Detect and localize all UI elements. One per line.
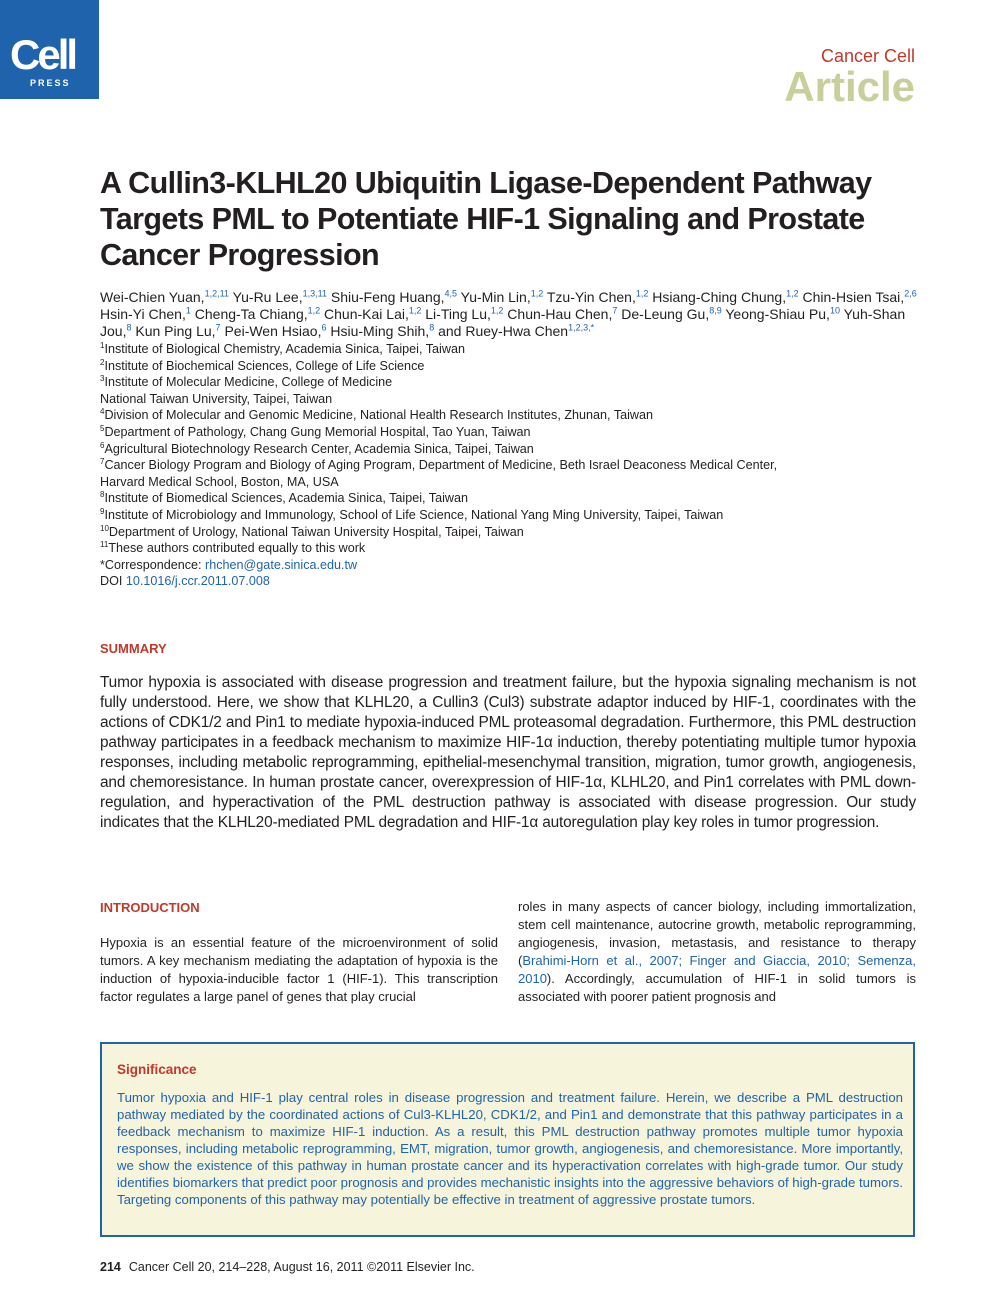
author-affiliation-marker: 8,9 [709, 305, 722, 316]
author-name: Hsiu-Ming Shih, [330, 323, 430, 339]
author [331, 289, 457, 305]
significance-box [100, 1042, 915, 1237]
cell-press-logo [0, 0, 99, 99]
affiliation-line [100, 341, 930, 358]
affiliation-text: Institute of Molecular Medicine, College of Medicine [104, 375, 393, 390]
author-name: Hsin-Yi Chen, [100, 306, 186, 322]
author-name: Yu-Ru Lee, [232, 289, 303, 305]
author [324, 306, 421, 322]
author [100, 289, 229, 305]
affiliation-line [100, 391, 930, 408]
affiliation-number: 11 [100, 539, 109, 549]
affiliation-text: Institute of Microbiology and Immunology, School of Life Science, National Yang Ming University, Taipei, Taiwan [104, 507, 724, 522]
affiliation-text: Department of Urology, National Taiwan University Hospital, Taipei, Taiwan [108, 524, 524, 539]
author-affiliation-marker: 8 [429, 322, 435, 333]
affiliation-line [100, 507, 930, 524]
affiliation-text: These authors contributed equally to this work [108, 541, 366, 556]
author-name: Chun-Kai Lai, [324, 306, 409, 322]
logo-press-text: PRESS [30, 78, 71, 88]
author-affiliation-marker: 6 [321, 322, 327, 333]
author [233, 289, 327, 305]
author-name: Kun Ping Lu, [135, 323, 216, 339]
author [461, 289, 544, 305]
affiliation-number: 2 [100, 357, 105, 367]
page-footer [100, 1259, 475, 1275]
affiliation-number: 10 [100, 523, 109, 533]
author [547, 289, 648, 305]
summary-text: Tumor hypoxia is associated with disease progression and treatment failure, but the hypoxia signaling mechanism is not fully understood. Here, we show that KLHL20, a Cullin3 (Cul3) substrate adaptor induced by HIF-1, coordinates with the actions of CDK1/2 and Pin1 to mediate hypoxia-induced PML proteasomal degradation. Furthermore, this PML destruction pathway participates in a feedback mechanism to maximize HIF-1α induction, thereby potentiating multiple tumor hypoxia responses, including metabolic reprogramming, epithelial-mesenchymal transition, migration, tumor growth, angiogenesis, and chemoresistance. In human prostate cancer, overexpression of HIF-1α, KLHL20, and Pin1 correlates with PML down-regulation, and hyperactivation of the PML destruction pathway is associated with disease progression. Our study indicates that the KLHL20-mediated PML degradation and HIF-1α autoregulation play key roles in tumor progression. [100, 674, 916, 831]
author-affiliation-marker: 8 [126, 322, 132, 333]
affiliation-text: Division of Molecular and Genomic Medicine, National Health Research Institutes, Zhunan, Taiwan [104, 408, 654, 423]
affiliation-text: Institute of Biochemical Sciences, College of Life Science [104, 358, 425, 373]
author-affiliation-marker: 1,2 [307, 305, 321, 316]
doi-line [100, 573, 930, 590]
author-name: Li-Ting Lu, [425, 306, 491, 322]
author [803, 289, 917, 305]
doi-label: DOI [100, 574, 126, 589]
author-affiliation-marker: 1,2 [530, 288, 544, 299]
affiliation-number: 5 [100, 423, 105, 433]
author [195, 306, 320, 322]
author [330, 323, 434, 339]
author-list [100, 289, 930, 340]
author-affiliation-marker: 1,2 [490, 305, 504, 316]
affiliation-line [100, 407, 930, 424]
author-name: Hsiang-Ching Chung, [652, 289, 787, 305]
author-name: Yeong-Shiau Pu, [725, 306, 830, 322]
significance-text: Tumor hypoxia and HIF-1 play central roles in disease progression and treatment failure. Herein, we describe a PML destruction pathway mediated by the coordinated actions of Cul3-KLHL20, CDK1/2, and Pin1 and demonstrate that this pathway participates in a feedback mechanism to maximize HIF-1 induction. As a result, this PML destruction pathway promotes multiple tumor hypoxia responses, including metabolic reprogramming, EMT, migration, tumor growth, angiogenesis, and chemoresistance. More importantly, we show the existence of this pathway in human prostate cancer and its hyperactivation correlates with high-grade tumor. Our study identifies biomarkers that predict poor prognosis and provides mechanistic insights into the aggressive behaviors of high-grade tumors. Targeting components of this pathway may potentially be effective in treatment of aggressive prostate tumors. [117, 1090, 903, 1207]
author [652, 289, 798, 305]
intro-right-text-end: ). Accordingly, accumulation of HIF-1 in solid tumors is associated with poorer patient prognosis and [518, 971, 916, 1004]
affiliation-line [100, 524, 930, 541]
affiliation-line [100, 358, 930, 375]
author-affiliation-marker: 10 [829, 305, 840, 316]
correspondence-email-link[interactable]: rhchen@gate.sinica.edu.tw [205, 557, 358, 572]
affiliation-number: 9 [100, 506, 105, 516]
affiliation-number: 8 [100, 490, 105, 500]
affiliation-line [100, 457, 930, 474]
author-affiliation-marker: 1,2,11 [204, 288, 229, 299]
author-affiliation-marker: 2,6 [904, 288, 917, 299]
affiliation-line [100, 374, 930, 391]
affiliation-line [100, 540, 930, 557]
affiliation-text: Department of Pathology, Chang Gung Memorial Hospital, Tao Yuan, Taiwan [104, 424, 531, 439]
affiliation-number: 4 [100, 407, 105, 417]
footer-citation: Cancer Cell 20, 214–228, August 16, 2011 ©2011 Elsevier Inc. [128, 1260, 475, 1274]
author-affiliation-marker: 1,3,11 [302, 288, 327, 299]
author-name: Tzu-Yin Chen, [546, 289, 636, 305]
affiliation-text: Agricultural Biotechnology Research Center, Academia Sinica, Taipei, Taiwan [104, 441, 534, 456]
affiliation-number: 7 [100, 456, 105, 466]
author [621, 306, 721, 322]
affiliation-line [100, 474, 930, 491]
page-number: 214 [100, 1260, 121, 1274]
article-type: Article [784, 63, 915, 110]
doi-link[interactable]: 10.1016/j.ccr.2011.07.008 [125, 574, 270, 589]
author-name: Pei-Wen Hsiao, [224, 323, 322, 339]
journal-name: Cancer Cell [820, 46, 915, 66]
author [224, 323, 326, 339]
author [438, 323, 594, 339]
author-affiliation-marker: 1,2 [635, 288, 649, 299]
correspondence-label: *Correspondence: [100, 557, 206, 572]
affiliation-line [100, 490, 930, 507]
author-affiliation-marker: 4,5 [444, 288, 458, 299]
author-affiliation-marker: 1,2,3,* [568, 322, 595, 333]
affiliation-line [100, 424, 930, 441]
author [100, 306, 191, 322]
affiliation-text: Harvard Medical School, Boston, MA, USA [100, 474, 339, 489]
affiliation-list [100, 341, 930, 590]
affiliation-text: Institute of Biological Chemistry, Academia Sinica, Taipei, Taiwan [104, 342, 465, 356]
intro-right-text-start: roles in many aspects of cancer biology, including immortalization, stem cell maintenance, autocrine growth, metabolic reprogramming, angiogenesis, invasion, metastasis, and resistance to therapy ( [518, 899, 916, 968]
affiliation-number: 3 [100, 374, 105, 383]
author-affiliation-marker: 7 [215, 322, 221, 333]
author [135, 323, 220, 339]
author-name: Chun-Hau Chen, [507, 306, 613, 322]
author-name: Shiu-Feng Huang, [330, 289, 445, 305]
correspondence [100, 557, 930, 574]
affiliation-number: 6 [100, 440, 105, 450]
introduction-right-column [518, 898, 916, 1006]
author-name: Yuh-Shan Jou, [100, 306, 906, 339]
author [425, 306, 503, 322]
introduction-heading: INTRODUCTION [100, 900, 200, 915]
introduction-left-column: Hypoxia is an essential feature of the microenvironment of solid tumors. A key mechanism mediating the adaptation of hypoxia is the induction of hypoxia-inducible factor 1 (HIF-1). This transcription factor regulates a large panel of genes that play crucial [100, 935, 498, 1004]
logo-cell-text: Cell [10, 31, 76, 78]
citation-link[interactable]: Brahimi-Horn et al., 2007; Finger and Giaccia, 2010; Semenza, 2010 [518, 953, 916, 986]
author [725, 306, 840, 322]
author-name: De-Leung Gu, [621, 306, 710, 322]
author-affiliation-marker: 7 [612, 305, 618, 316]
significance-heading: Significance [117, 1062, 197, 1077]
author-affiliation-marker: 1,2 [408, 305, 422, 316]
author-name: Yu-Min Lin, [460, 289, 531, 305]
author-name: Chin-Hsien Tsai, [802, 289, 905, 305]
author [507, 306, 617, 322]
author-affiliation-marker: 1 [185, 305, 191, 316]
affiliation-text: National Taiwan University, Taipei, Taiwan [100, 391, 333, 406]
author-name: Wei-Chien Yuan, [100, 289, 205, 305]
affiliation-line [100, 441, 930, 458]
author-name: and Ruey-Hwa Chen [438, 323, 569, 339]
affiliation-text: Institute of Biomedical Sciences, Academia Sinica, Taipei, Taiwan [104, 491, 469, 506]
author-affiliation-marker: 1,2 [786, 288, 799, 299]
article-title: A Cullin3-KLHL20 Ubiquitin Ligase-Dependent Pathway Targets PML to Potentiate HIF-1 Signaling and Prostate Cancer Progression [100, 166, 872, 272]
summary-heading: SUMMARY [100, 641, 167, 656]
affiliation-text: Cancer Biology Program and Biology of Aging Program, Department of Medicine, Beth Israel Deaconess Medical Center, [104, 458, 778, 473]
author-name: Cheng-Ta Chiang, [194, 306, 308, 322]
affiliation-number: 1 [100, 340, 105, 350]
